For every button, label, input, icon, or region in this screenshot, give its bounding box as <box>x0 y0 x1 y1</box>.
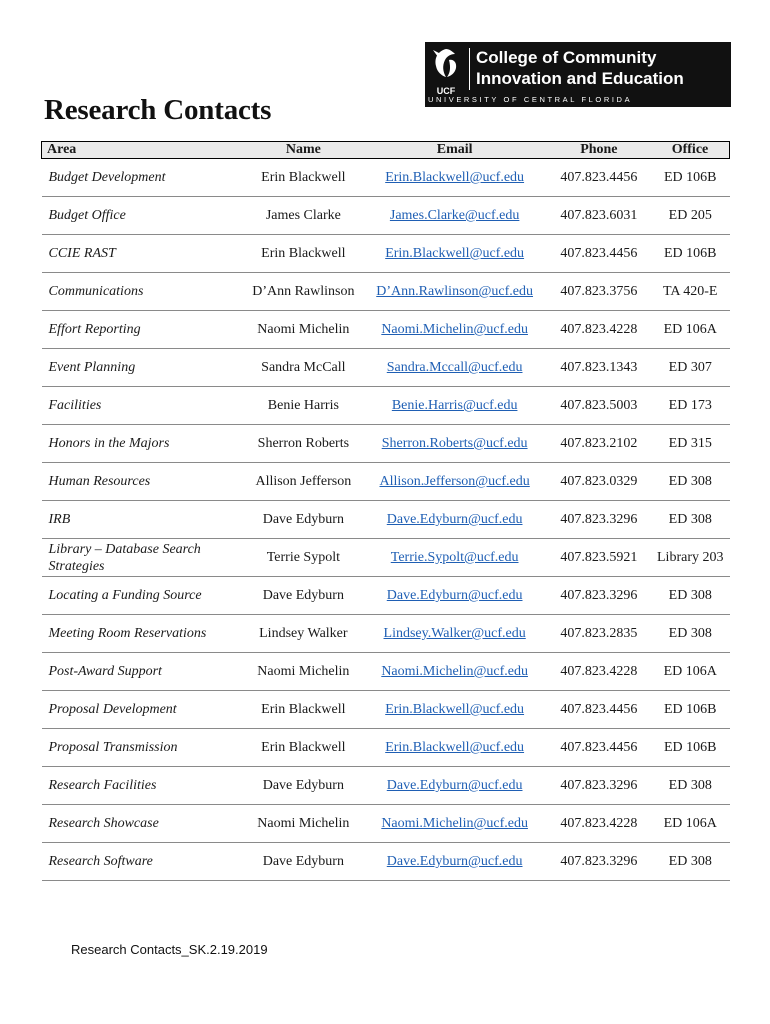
office-cell: ED 308 <box>651 463 730 501</box>
table-row <box>42 615 730 653</box>
table-header-row <box>42 142 730 159</box>
office-cell: ED 308 <box>651 501 730 539</box>
email-cell <box>363 273 547 311</box>
document-footer: Research Contacts_SK.2.19.2019 <box>71 942 268 957</box>
email-link[interactable]: Dave.Edyburn@ucf.edu <box>386 588 523 603</box>
phone-cell: 407.823.3296 <box>547 501 651 539</box>
university-name: UNIVERSITY OF CENTRAL FLORIDA <box>428 95 633 104</box>
area-cell: Research Facilities <box>42 767 245 805</box>
college-logo <box>425 42 731 107</box>
name-cell: Benie Harris <box>244 387 362 425</box>
email-cell <box>363 539 547 577</box>
contacts-table <box>41 141 730 881</box>
email-cell <box>363 653 547 691</box>
logo-title-line2: Innovation and Education <box>476 69 684 88</box>
phone-cell: 407.823.5003 <box>547 387 651 425</box>
area-cell: Budget Development <box>42 159 245 197</box>
email-cell <box>363 311 547 349</box>
phone-cell: 407.823.4456 <box>547 159 651 197</box>
area-cell: IRB <box>42 501 245 539</box>
email-cell <box>363 197 547 235</box>
name-cell: Sherron Roberts <box>244 425 362 463</box>
email-link[interactable]: Erin.Blackwell@ucf.edu <box>385 246 525 261</box>
table-row <box>42 235 730 273</box>
email-link[interactable]: Allison.Jefferson@ucf.edu <box>379 474 530 489</box>
header-email: Email <box>363 142 547 159</box>
email-link[interactable]: Benie.Harris@ucf.edu <box>391 398 518 413</box>
table-row <box>42 349 730 387</box>
office-cell: ED 308 <box>651 615 730 653</box>
email-cell <box>363 501 547 539</box>
email-cell <box>363 159 547 197</box>
pegasus-icon <box>429 46 463 86</box>
office-cell: ED 106A <box>651 805 730 843</box>
name-cell: Naomi Michelin <box>244 805 362 843</box>
email-link[interactable]: Erin.Blackwell@ucf.edu <box>385 702 525 717</box>
phone-cell: 407.823.2102 <box>547 425 651 463</box>
office-cell: ED 106B <box>651 159 730 197</box>
table-row <box>42 729 730 767</box>
office-cell: ED 106A <box>651 311 730 349</box>
email-link[interactable]: Dave.Edyburn@ucf.edu <box>386 512 523 527</box>
name-cell: Sandra McCall <box>244 349 362 387</box>
area-cell: Communications <box>42 273 245 311</box>
email-cell <box>363 425 547 463</box>
name-cell: D’Ann Rawlinson <box>244 273 362 311</box>
header-phone: Phone <box>547 142 651 159</box>
header-office: Office <box>651 142 730 159</box>
email-link[interactable]: Naomi.Michelin@ucf.edu <box>381 816 528 831</box>
area-cell: Human Resources <box>42 463 245 501</box>
office-cell: ED 308 <box>651 577 730 615</box>
area-cell: Effort Reporting <box>42 311 245 349</box>
name-cell: Dave Edyburn <box>244 843 362 881</box>
phone-cell: 407.823.4456 <box>547 729 651 767</box>
table-row <box>42 577 730 615</box>
email-link[interactable]: Lindsey.Walker@ucf.edu <box>383 626 526 641</box>
phone-cell: 407.823.1343 <box>547 349 651 387</box>
office-cell: ED 307 <box>651 349 730 387</box>
table-row <box>42 159 730 197</box>
email-cell <box>363 235 547 273</box>
logo-title <box>476 47 728 89</box>
header-name: Name <box>244 142 362 159</box>
phone-cell: 407.823.3296 <box>547 843 651 881</box>
phone-cell: 407.823.4228 <box>547 653 651 691</box>
area-cell: CCIE RAST <box>42 235 245 273</box>
name-cell: James Clarke <box>244 197 362 235</box>
table-row <box>42 463 730 501</box>
area-cell: Budget Office <box>42 197 245 235</box>
name-cell: Dave Edyburn <box>244 501 362 539</box>
name-cell: Erin Blackwell <box>244 235 362 273</box>
email-cell <box>363 729 547 767</box>
table-row <box>42 805 730 843</box>
table-row <box>42 425 730 463</box>
header-area: Area <box>42 142 245 159</box>
area-cell: Honors in the Majors <box>42 425 245 463</box>
email-link[interactable]: Naomi.Michelin@ucf.edu <box>381 664 528 679</box>
name-cell: Lindsey Walker <box>244 615 362 653</box>
phone-cell: 407.823.4228 <box>547 805 651 843</box>
area-cell: Meeting Room Reservations <box>42 615 245 653</box>
logo-divider <box>469 48 470 90</box>
table-row <box>42 843 730 881</box>
name-cell: Erin Blackwell <box>244 159 362 197</box>
email-link[interactable]: D’Ann.Rawlinson@ucf.edu <box>376 284 534 299</box>
email-cell <box>363 767 547 805</box>
area-cell: Proposal Development <box>42 691 245 729</box>
name-cell: Naomi Michelin <box>244 311 362 349</box>
name-cell: Dave Edyburn <box>244 577 362 615</box>
email-cell <box>363 691 547 729</box>
office-cell: ED 173 <box>651 387 730 425</box>
phone-cell: 407.823.3296 <box>547 577 651 615</box>
email-link[interactable]: James.Clarke@ucf.edu <box>389 208 520 223</box>
table-row <box>42 501 730 539</box>
phone-cell: 407.823.0329 <box>547 463 651 501</box>
table-row <box>42 197 730 235</box>
page-title: Research Contacts <box>44 94 272 126</box>
email-link[interactable]: Naomi.Michelin@ucf.edu <box>381 322 528 337</box>
office-cell: ED 106B <box>651 235 730 273</box>
email-link[interactable]: Terrie.Sypolt@ucf.edu <box>390 550 519 565</box>
logo-title-line1: College of Community <box>476 48 657 67</box>
table-row <box>42 653 730 691</box>
office-cell: ED 205 <box>651 197 730 235</box>
email-cell <box>363 843 547 881</box>
contacts-table-body <box>42 159 730 881</box>
name-cell: Erin Blackwell <box>244 729 362 767</box>
phone-cell: 407.823.4228 <box>547 311 651 349</box>
name-cell: Allison Jefferson <box>244 463 362 501</box>
office-cell: ED 106B <box>651 729 730 767</box>
area-cell: Library – Database Search Strategies <box>42 539 245 577</box>
email-link[interactable]: Erin.Blackwell@ucf.edu <box>385 740 525 755</box>
area-cell: Post-Award Support <box>42 653 245 691</box>
table-row <box>42 539 730 577</box>
office-cell: ED 308 <box>651 767 730 805</box>
email-cell <box>363 463 547 501</box>
email-link[interactable]: Sandra.Mccall@ucf.edu <box>386 360 523 375</box>
area-cell: Facilities <box>42 387 245 425</box>
office-cell: TA 420-E <box>651 273 730 311</box>
area-cell: Event Planning <box>42 349 245 387</box>
email-cell <box>363 615 547 653</box>
table-row <box>42 691 730 729</box>
email-link[interactable]: Sherron.Roberts@ucf.edu <box>381 436 528 451</box>
area-cell: Research Software <box>42 843 245 881</box>
email-link[interactable]: Erin.Blackwell@ucf.edu <box>385 170 525 185</box>
office-cell: ED 106A <box>651 653 730 691</box>
table-row <box>42 311 730 349</box>
name-cell: Erin Blackwell <box>244 691 362 729</box>
phone-cell: 407.823.6031 <box>547 197 651 235</box>
office-cell: ED 308 <box>651 843 730 881</box>
phone-cell: 407.823.3296 <box>547 767 651 805</box>
table-row <box>42 767 730 805</box>
area-cell: Research Showcase <box>42 805 245 843</box>
name-cell: Dave Edyburn <box>244 767 362 805</box>
office-cell: Library 203 <box>651 539 730 577</box>
area-cell: Locating a Funding Source <box>42 577 245 615</box>
phone-cell: 407.823.4456 <box>547 691 651 729</box>
table-row <box>42 273 730 311</box>
phone-cell: 407.823.5921 <box>547 539 651 577</box>
email-cell <box>363 387 547 425</box>
email-link[interactable]: Dave.Edyburn@ucf.edu <box>386 854 523 869</box>
name-cell: Terrie Sypolt <box>244 539 362 577</box>
area-cell: Proposal Transmission <box>42 729 245 767</box>
office-cell: ED 106B <box>651 691 730 729</box>
email-cell <box>363 805 547 843</box>
phone-cell: 407.823.3756 <box>547 273 651 311</box>
office-cell: ED 315 <box>651 425 730 463</box>
phone-cell: 407.823.4456 <box>547 235 651 273</box>
name-cell: Naomi Michelin <box>244 653 362 691</box>
email-cell <box>363 349 547 387</box>
phone-cell: 407.823.2835 <box>547 615 651 653</box>
email-cell <box>363 577 547 615</box>
table-row <box>42 387 730 425</box>
ucf-mark: UCF <box>436 86 456 96</box>
email-link[interactable]: Dave.Edyburn@ucf.edu <box>386 778 523 793</box>
